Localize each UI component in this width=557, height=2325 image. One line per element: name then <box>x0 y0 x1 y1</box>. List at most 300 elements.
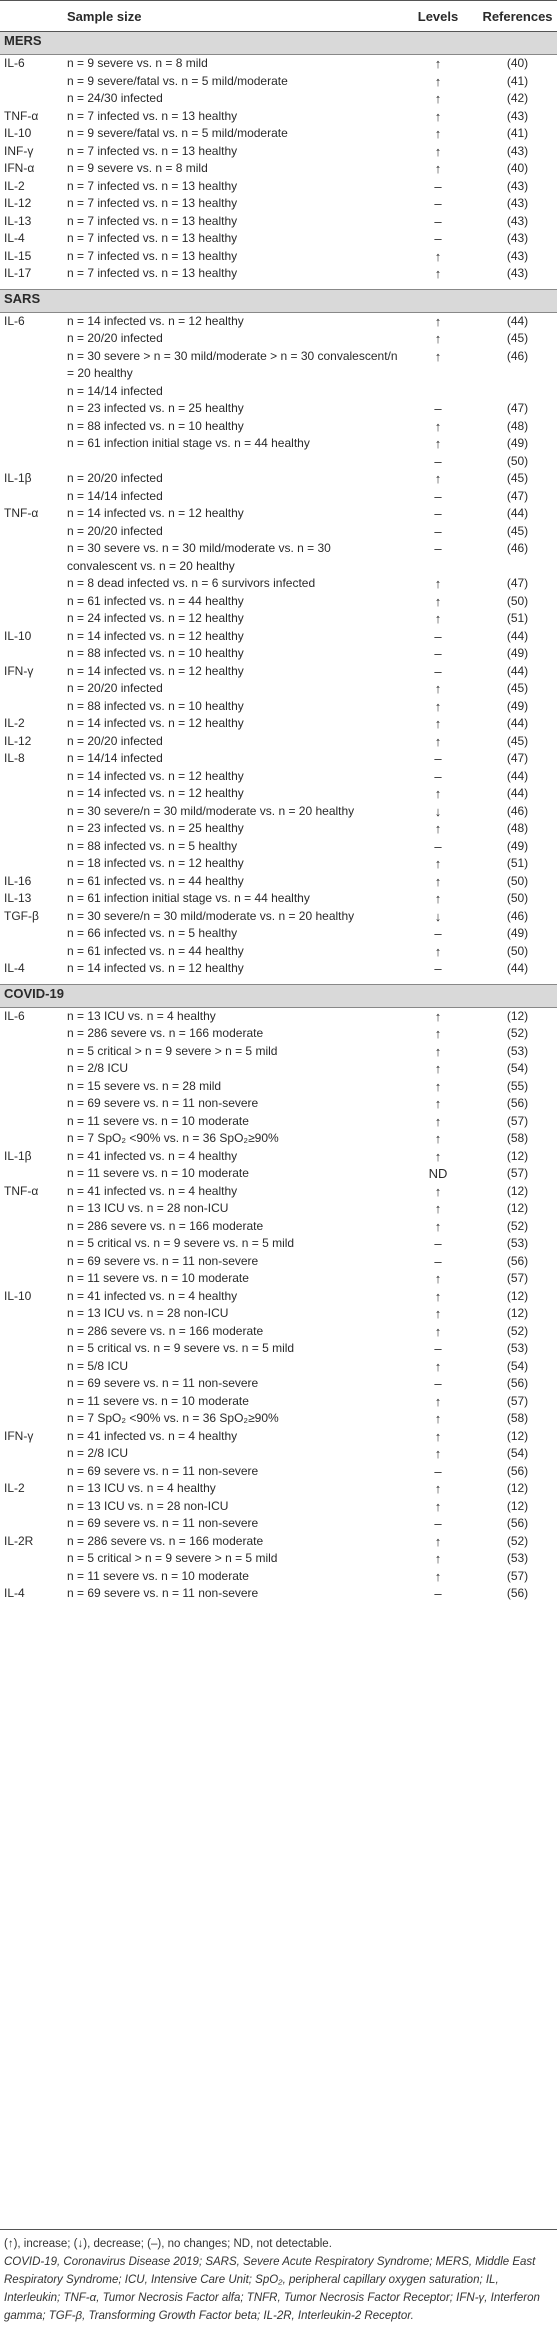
cytokine-cell <box>0 523 65 541</box>
cytokine-cell <box>0 90 65 108</box>
table-row <box>0 1375 557 1393</box>
sample-size-cell: n = 41 infected vs. n = 4 healthy <box>67 1148 238 1163</box>
level-cell: ↑ <box>434 161 442 176</box>
reference-cell: (50) <box>506 891 529 905</box>
reference-cell: (44) <box>506 313 529 328</box>
table-row <box>0 1585 557 1603</box>
level-cell: ↑ <box>434 1306 442 1321</box>
table-row <box>0 230 557 248</box>
level-cell: ↑ <box>434 698 442 714</box>
sample-size-cell: n = 41 infected vs. n = 4 healthy <box>67 1428 238 1443</box>
table-row <box>0 505 557 523</box>
sample-size-cell: n = 7 SpO₂ <90% vs. n = 36 SpO₂≥90% <box>67 1131 279 1145</box>
cytokine-cell <box>0 803 65 821</box>
reference-cell <box>478 383 557 401</box>
sample-size-cell: n = 11 severe vs. n = 10 moderate <box>67 1113 249 1128</box>
sample-size-cell <box>65 453 398 471</box>
sample-size-cell: n = 9 severe/fatal vs. n = 5 mild/moderate <box>67 73 288 88</box>
table-row <box>0 628 557 646</box>
reference-cell: (56) <box>506 1253 529 1268</box>
section-title: SARS <box>0 289 557 312</box>
reference-cell: (51) <box>506 611 529 625</box>
table-row <box>0 1305 557 1323</box>
reference-cell: (50) <box>506 453 529 468</box>
sample-size-cell: n = 7 infected vs. n = 13 healthy <box>67 266 238 280</box>
level-cell: ↑ <box>434 108 442 124</box>
level-cell: ↓ <box>434 908 442 924</box>
cytokine-cell <box>0 1043 65 1061</box>
sample-size-cell: n = 14 infected vs. n = 12 healthy <box>67 628 244 643</box>
cytokine-cell: IL-12 <box>4 196 32 210</box>
table-row <box>0 1533 557 1551</box>
section-title: COVID-19 <box>0 984 557 1007</box>
reference-cell: (12) <box>506 1008 529 1023</box>
reference-cell: (49) <box>506 646 529 660</box>
reference-cell: (45) <box>506 331 529 345</box>
cytokine-cell: IL-17 <box>4 266 32 280</box>
reference-cell: (57) <box>506 1393 529 1408</box>
level-cell: – <box>434 213 442 229</box>
cytokine-cell <box>0 1130 65 1148</box>
reference-cell: (54) <box>506 1446 529 1460</box>
reference-cell: (49) <box>506 436 529 450</box>
header-sample-size: Sample size <box>65 1 398 32</box>
level-cell: ↑ <box>434 1201 442 1216</box>
reference-cell: (45) <box>506 471 529 485</box>
table-row <box>0 698 557 716</box>
level-cell: ↑ <box>434 733 442 749</box>
cytokine-cell <box>0 435 65 453</box>
table-row <box>0 90 557 108</box>
table-row <box>0 1445 557 1463</box>
level-cell: – <box>434 926 442 941</box>
level-cell: – <box>434 628 442 644</box>
cytokine-cell <box>0 488 65 506</box>
cytokine-cell <box>0 1025 65 1043</box>
table-row <box>0 803 557 821</box>
level-cell: ↑ <box>434 73 442 89</box>
level-cell: ↑ <box>434 1498 442 1514</box>
reference-cell: (40) <box>506 161 529 175</box>
cytokine-cell: IL-10 <box>4 628 32 643</box>
table-row <box>0 1043 557 1061</box>
cytokine-cell: IL-1β <box>4 471 32 485</box>
level-cell: ↑ <box>434 1026 442 1041</box>
sample-size-cell: n = 13 ICU vs. n = 4 healthy <box>67 1008 216 1023</box>
reference-cell: (57) <box>506 1568 529 1583</box>
level-cell: – <box>434 488 442 504</box>
level-cell: ↑ <box>434 418 442 434</box>
level-cell: ↑ <box>434 126 442 141</box>
reference-cell: (50) <box>506 873 529 888</box>
cytokine-cell <box>0 1463 65 1481</box>
table-header <box>0 1 557 32</box>
sample-size-cell: n = 24/30 infected <box>67 91 163 105</box>
table-row <box>0 248 557 266</box>
table-row <box>0 1183 557 1201</box>
sample-size-cell: n = 13 ICU vs. n = 28 non-ICU <box>67 1306 229 1320</box>
sample-size-cell: n = 15 severe vs. n = 28 mild <box>67 1078 222 1093</box>
table-row <box>0 1428 557 1446</box>
cytokine-cell <box>0 330 65 348</box>
table-row <box>0 943 557 961</box>
sample-size-cell: n = 14 infected vs. n = 12 healthy <box>67 961 244 975</box>
table-row <box>0 855 557 873</box>
table-row <box>0 195 557 213</box>
table-row <box>0 925 557 943</box>
sample-size-cell: n = 13 ICU vs. n = 28 non-ICU <box>67 1201 229 1215</box>
sample-size-cell: n = 61 infection initial stage vs. n = 44 healthy <box>67 891 310 905</box>
sample-size-cell: n = 14 infected vs. n = 12 healthy <box>67 786 244 800</box>
sample-size-cell: n = 69 severe vs. n = 11 non-severe <box>67 1253 259 1268</box>
sample-size-cell: n = 7 SpO₂ <90% vs. n = 36 SpO₂≥90% <box>67 1411 279 1425</box>
reference-cell: (43) <box>506 266 529 280</box>
footnote-abbreviations: COVID-19, Coronavirus Disease 2019; SARS, Severe Acute Respiratory Syndrome; MERS, Middle East Respiratory Syndrome; ICU, Intensive Care Unit; SpO₂, peripheral capillary oxygen saturation; IL, Interleukin; TNF-α, Tumor Necrosis Factor alfa; TNFR, Tumor Necrosis Factor Receptor; IFN-γ, Interferon gamma; TGF-β, Transforming Growth Factor beta; IL-2R, Interleukin-2 Receptor. <box>4 2256 540 2322</box>
level-cell: – <box>434 1236 442 1251</box>
reference-cell: (12) <box>506 1288 529 1303</box>
reference-cell: (53) <box>506 1341 529 1355</box>
table-row <box>0 1218 557 1236</box>
sample-size-cell: n = 5 critical vs. n = 9 severe vs. n = 5 mild <box>67 1236 295 1250</box>
header-references: References <box>478 1 557 32</box>
reference-cell: (45) <box>506 681 529 695</box>
cytokine-cell <box>0 73 65 91</box>
sample-size-cell: n = 14 infected vs. n = 12 healthy <box>67 716 244 730</box>
reference-cell: (56) <box>506 1096 529 1110</box>
table-row <box>0 715 557 733</box>
sample-size-cell: n = 14/14 infected <box>67 751 163 765</box>
sample-size-cell: n = 2/8 ICU <box>67 1061 129 1075</box>
table-row <box>0 418 557 436</box>
table-row <box>0 820 557 838</box>
reference-cell: (46) <box>506 908 529 923</box>
level-cell: ↑ <box>434 1271 442 1286</box>
sample-size-cell: n = 30 severe/n = 30 mild/moderate vs. n = 20 healthy <box>67 803 355 818</box>
sample-size-cell: n = 7 infected vs. n = 13 healthy <box>67 196 238 210</box>
reference-cell: (44) <box>506 786 529 800</box>
reference-cell: (53) <box>506 1236 529 1250</box>
reference-cell: (44) <box>506 628 529 643</box>
sample-size-cell: n = 9 severe vs. n = 8 mild <box>67 56 208 70</box>
table-row <box>0 1130 557 1148</box>
table-row <box>0 1463 557 1481</box>
cytokine-cell <box>0 1200 65 1218</box>
cytokine-cell <box>0 1568 65 1586</box>
table-row <box>0 1078 557 1096</box>
reference-cell: (58) <box>506 1131 529 1145</box>
level-cell: ↑ <box>434 1183 442 1199</box>
reference-cell: (44) <box>506 663 529 678</box>
reference-cell: (45) <box>506 733 529 748</box>
level-cell: – <box>434 178 442 194</box>
level-cell: ↑ <box>434 681 442 696</box>
reference-cell: (50) <box>506 593 529 608</box>
level-cell: ↑ <box>434 1533 442 1549</box>
sample-size-cell: n = 11 severe vs. n = 10 moderate <box>67 1568 249 1583</box>
level-cell: ↑ <box>434 716 442 731</box>
cytokine-cell <box>0 855 65 873</box>
table-row <box>0 488 557 506</box>
cytokine-cell: INF-γ <box>4 143 34 158</box>
level-cell: – <box>434 523 442 539</box>
reference-cell: (41) <box>506 126 529 140</box>
level-cell: ↑ <box>434 1358 442 1374</box>
cytokine-cell <box>0 820 65 838</box>
cytokine-cell: IL-6 <box>4 1008 25 1023</box>
level-cell: – <box>434 1586 442 1601</box>
level-cell: ↑ <box>434 943 442 959</box>
cytokine-cell <box>0 1410 65 1428</box>
cytokine-cell <box>0 838 65 856</box>
reference-cell: (50) <box>506 943 529 958</box>
level-cell: ↑ <box>434 1568 442 1584</box>
reference-cell: (53) <box>506 1043 529 1058</box>
reference-cell: (40) <box>506 56 529 70</box>
sample-size-cell: n = 7 infected vs. n = 13 healthy <box>67 178 238 193</box>
table-row <box>0 1568 557 1586</box>
table-row <box>0 1288 557 1306</box>
level-cell: – <box>434 768 442 784</box>
cytokine-cell: IL-4 <box>4 961 25 975</box>
reference-cell: (58) <box>506 1411 529 1425</box>
reference-cell: (57) <box>506 1166 529 1180</box>
reference-cell: (54) <box>506 1358 529 1373</box>
cytokine-cell: IL-2R <box>4 1533 34 1548</box>
cytokine-cell <box>0 1253 65 1271</box>
level-cell: ↑ <box>434 1061 442 1076</box>
sample-size-cell: n = 13 ICU vs. n = 28 non-ICU <box>67 1498 229 1513</box>
header-levels: Levels <box>398 1 478 32</box>
reference-cell: (56) <box>506 1516 529 1530</box>
cytokine-cell <box>0 1445 65 1463</box>
cytokine-cell <box>0 1393 65 1411</box>
table-row <box>0 383 557 401</box>
sample-size-cell: n = 88 infected vs. n = 10 healthy <box>67 698 244 713</box>
cytokine-cell <box>0 1498 65 1516</box>
level-cell: – <box>434 453 442 469</box>
reference-cell: (44) <box>506 961 529 975</box>
table-row <box>0 540 557 575</box>
cytokine-cell: TNF-α <box>4 108 39 123</box>
sample-size-cell: n = 5/8 ICU <box>67 1358 129 1373</box>
reference-cell: (43) <box>506 108 529 123</box>
cytokine-cell <box>0 1323 65 1341</box>
level-cell: ↑ <box>434 1323 442 1339</box>
sample-size-cell: n = 23 infected vs. n = 25 healthy <box>67 401 244 415</box>
reference-cell: (47) <box>506 751 529 765</box>
sample-size-cell: n = 20/20 infected <box>67 733 163 748</box>
level-cell: ↑ <box>434 1113 442 1129</box>
table-row <box>0 178 557 196</box>
level-cell: – <box>434 1516 442 1531</box>
reference-cell: (48) <box>506 418 529 433</box>
sample-size-cell: n = 9 severe vs. n = 8 mild <box>67 161 208 175</box>
reference-cell: (54) <box>506 1061 529 1075</box>
cytokine-cell: IL-12 <box>4 733 32 748</box>
cytokine-cell <box>0 680 65 698</box>
cytokine-cell <box>0 1060 65 1078</box>
level-cell: ↑ <box>434 1008 442 1024</box>
sample-size-cell: n = 14 infected vs. n = 12 healthy <box>67 663 244 678</box>
reference-cell: (55) <box>506 1078 529 1093</box>
reference-cell: (44) <box>506 716 529 730</box>
reference-cell: (51) <box>506 856 529 870</box>
table-row <box>0 1515 557 1533</box>
cytokine-cell: IL-10 <box>4 1288 32 1303</box>
table-row <box>0 1235 557 1253</box>
level-cell: ↑ <box>434 786 442 801</box>
level-cell: ↑ <box>434 1411 442 1426</box>
level-cell: ↑ <box>434 143 442 159</box>
level-cell: ↑ <box>434 576 442 591</box>
level-cell: ND <box>428 1166 448 1181</box>
table-row <box>0 312 557 330</box>
sample-size-cell: n = 5 critical > n = 9 severe > n = 5 mild <box>67 1043 278 1058</box>
cytokine-cell <box>0 400 65 418</box>
sample-size-cell: n = 5 critical > n = 9 severe > n = 5 mild <box>67 1551 278 1565</box>
level-cell: – <box>434 1463 442 1479</box>
level-cell: ↑ <box>434 1446 442 1461</box>
reference-cell: (48) <box>506 821 529 835</box>
section-spacer <box>0 1603 557 1609</box>
table-row <box>0 593 557 611</box>
sample-size-cell: n = 14 infected vs. n = 12 healthy <box>67 506 244 520</box>
table-row <box>0 575 557 593</box>
level-cell: ↑ <box>434 1218 442 1234</box>
cytokine-cell: IL-15 <box>4 248 32 263</box>
cytokine-cell <box>0 610 65 628</box>
table-row <box>0 960 557 978</box>
reference-cell: (12) <box>506 1148 529 1163</box>
cytokine-cell <box>0 1165 65 1183</box>
reference-cell: (57) <box>506 1271 529 1285</box>
sample-size-cell: n = 61 infected vs. n = 44 healthy <box>67 943 244 958</box>
sample-size-cell: n = 5 critical vs. n = 9 severe vs. n = 5 mild <box>67 1341 295 1355</box>
sample-size-cell: n = 2/8 ICU <box>67 1446 129 1460</box>
cytokine-cell <box>0 1358 65 1376</box>
level-cell: ↑ <box>434 1288 442 1304</box>
cytokine-cell: TNF-α <box>4 506 39 520</box>
reference-cell: (56) <box>506 1586 529 1600</box>
table-row <box>0 1270 557 1288</box>
cytokine-cell: IFN-α <box>4 161 35 175</box>
cytokine-cell <box>0 593 65 611</box>
sample-size-cell: n = 286 severe vs. n = 166 moderate <box>67 1533 264 1548</box>
sample-size-cell: n = 30 severe vs. n = 30 mild/moderate vs. n = 30 convalescent vs. n = 20 healthy <box>67 541 331 573</box>
sample-size-cell: n = 14 infected vs. n = 12 healthy <box>67 768 244 783</box>
sample-size-cell: n = 18 infected vs. n = 12 healthy <box>67 856 244 870</box>
table-row <box>0 108 557 126</box>
spacer-cell <box>0 1603 557 1609</box>
cytokine-cell <box>0 785 65 803</box>
cytokine-cell <box>0 645 65 663</box>
cytokine-cell: IL-10 <box>4 126 32 140</box>
level-cell: – <box>434 401 442 416</box>
sample-size-cell: n = 13 ICU vs. n = 4 healthy <box>67 1481 216 1495</box>
level-cell: – <box>434 541 442 556</box>
table-row <box>0 785 557 803</box>
reference-cell: (12) <box>506 1183 529 1198</box>
level-cell: – <box>434 506 442 521</box>
sample-size-cell: n = 61 infected vs. n = 44 healthy <box>67 873 244 888</box>
table-row <box>0 1148 557 1166</box>
cytokine-cell: IL-4 <box>4 1586 25 1600</box>
level-cell: ↑ <box>434 1078 442 1094</box>
table-row <box>0 1340 557 1358</box>
cytokine-cell <box>0 348 65 383</box>
table-row <box>0 680 557 698</box>
sample-size-cell: n = 286 severe vs. n = 166 moderate <box>67 1026 264 1040</box>
reference-cell: (52) <box>506 1026 529 1040</box>
table-row <box>0 733 557 751</box>
sample-size-cell: n = 11 severe vs. n = 10 moderate <box>67 1271 249 1285</box>
reference-cell: (41) <box>506 73 529 88</box>
cytokine-cell <box>0 383 65 401</box>
level-cell: ↑ <box>434 611 442 626</box>
cytokine-cell: IL-2 <box>4 1481 25 1495</box>
section-header-row <box>0 289 557 312</box>
cytokine-cell: TNF-α <box>4 1183 39 1198</box>
footnote-divider <box>0 2229 557 2230</box>
reference-cell: (45) <box>506 523 529 538</box>
cytokine-cell <box>0 418 65 436</box>
sample-size-cell: n = 7 infected vs. n = 13 healthy <box>67 248 238 263</box>
reference-cell: (43) <box>506 178 529 193</box>
level-cell: ↑ <box>434 331 442 346</box>
level-cell: ↑ <box>434 1481 442 1496</box>
cytokine-cell <box>0 1078 65 1096</box>
level-cell: ↑ <box>434 891 442 906</box>
sample-size-cell: n = 69 severe vs. n = 11 non-severe <box>67 1096 259 1110</box>
table-body <box>0 32 557 1609</box>
cytokine-cell: IL-13 <box>4 213 32 228</box>
sample-size-cell: n = 61 infection initial stage vs. n = 44 healthy <box>67 436 310 450</box>
table-row <box>0 160 557 178</box>
cytokine-cell: IL-1β <box>4 1148 32 1163</box>
sample-size-cell: n = 9 severe/fatal vs. n = 5 mild/moderate <box>67 126 288 140</box>
cytokine-cell: IL-2 <box>4 716 25 730</box>
cytokine-cell: IL-2 <box>4 178 25 193</box>
reference-cell: (43) <box>506 231 529 245</box>
reference-cell: (12) <box>506 1201 529 1215</box>
table-row <box>0 1498 557 1516</box>
table-row <box>0 1113 557 1131</box>
sample-size-cell: n = 7 infected vs. n = 13 healthy <box>67 213 238 228</box>
table-row <box>0 908 557 926</box>
reference-cell: (49) <box>506 838 529 853</box>
cytokine-cell: IL-16 <box>4 873 32 888</box>
sample-size-cell: n = 7 infected vs. n = 13 healthy <box>67 143 238 158</box>
reference-cell: (52) <box>506 1533 529 1548</box>
reference-cell: (46) <box>506 541 529 555</box>
sample-size-cell: n = 20/20 infected <box>67 523 163 538</box>
cytokine-cell <box>0 698 65 716</box>
sample-size-cell: n = 20/20 infected <box>67 331 163 345</box>
level-cell: ↑ <box>434 1551 442 1566</box>
sample-size-cell: n = 88 infected vs. n = 5 healthy <box>67 838 238 853</box>
table-row <box>0 143 557 161</box>
reference-cell: (52) <box>506 1218 529 1233</box>
sample-size-cell: n = 14 infected vs. n = 12 healthy <box>67 313 244 328</box>
sample-size-cell: n = 69 severe vs. n = 11 non-severe <box>67 1586 259 1600</box>
section-header-row <box>0 32 557 55</box>
cytokine-cell <box>0 1235 65 1253</box>
level-cell: ↑ <box>434 1043 442 1059</box>
reference-cell: (46) <box>506 803 529 818</box>
sample-size-cell: n = 61 infected vs. n = 44 healthy <box>67 593 244 608</box>
reference-cell: (46) <box>506 348 529 363</box>
reference-cell: (47) <box>506 576 529 590</box>
